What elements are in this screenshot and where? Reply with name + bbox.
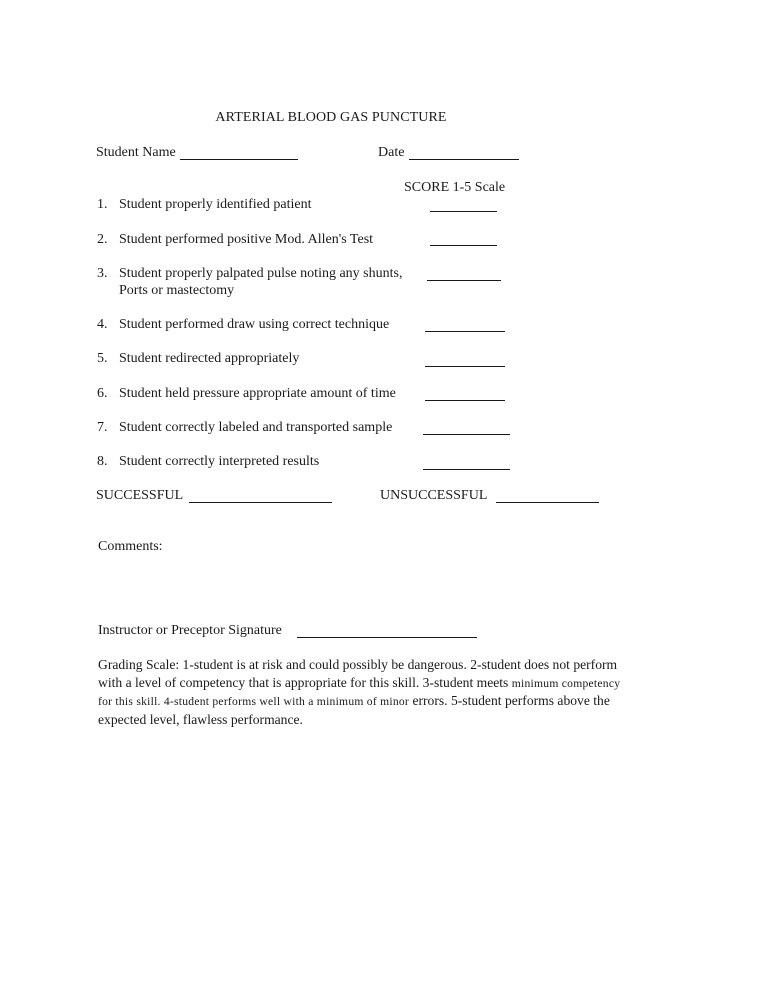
score-field-3[interactable] (427, 280, 501, 281)
score-header: SCORE 1-5 Scale (404, 180, 506, 195)
score-field-4[interactable] (425, 331, 505, 332)
score-field-7[interactable] (423, 434, 510, 435)
score-field-5[interactable] (425, 366, 505, 367)
score-field-8[interactable] (423, 469, 510, 470)
item-text: Student held pressure appropriate amount of time (119, 386, 396, 401)
signature-label: Instructor or Preceptor Signature (98, 623, 282, 638)
item-number: 5. (97, 351, 108, 366)
checklist-item (97, 386, 396, 402)
signature-field[interactable] (297, 637, 477, 638)
date-label: Date (378, 145, 405, 160)
item-text: Student correctly interpreted results (119, 454, 320, 469)
score-field-1[interactable] (430, 211, 497, 212)
score-field-2[interactable] (430, 245, 497, 246)
successful-field[interactable] (189, 502, 332, 503)
grading-scale (98, 656, 628, 728)
page-title: ARTERIAL BLOOD GAS PUNCTURE (215, 110, 447, 125)
successful-label: SUCCESSFUL (96, 488, 184, 503)
grading-text-2: minimum competency for this skill. 4-student performs well with a minimum of minor (98, 676, 621, 708)
score-field-6[interactable] (425, 400, 505, 401)
checklist-item (97, 454, 319, 470)
item-text: Student properly identified patient (119, 197, 312, 212)
grading-text-3: errors. 5-student performs above the expected level, flawless performance. (98, 693, 610, 727)
item-text: Student redirected appropriately (119, 351, 300, 366)
checklist-item (97, 420, 392, 436)
checklist-item (97, 317, 389, 333)
item-number: 8. (97, 454, 108, 469)
item-number: 4. (97, 317, 108, 332)
checklist-item (97, 351, 299, 367)
item-text: Student properly palpated pulse noting any shunts, (119, 266, 403, 281)
item-number: 1. (97, 197, 108, 212)
checklist-item (97, 197, 311, 213)
item-number: 7. (97, 420, 108, 435)
grading-text-1: Grading Scale: 1-student is at risk and could possibly be dangerous. 2-student does not perform with a level of competency that is appropriate for this skill. 3-student meets (98, 657, 618, 690)
student-name-label: Student Name (96, 145, 176, 160)
comments-label: Comments: (98, 539, 163, 554)
unsuccessful-label: UNSUCCESSFUL (380, 488, 488, 503)
item-text-continued: Ports or mastectomy (119, 283, 235, 298)
item-text: Student correctly labeled and transported sample (119, 420, 393, 435)
student-name-field[interactable] (180, 159, 298, 160)
item-number: 6. (97, 386, 108, 401)
checklist-item (97, 266, 402, 282)
item-number: 2. (97, 232, 108, 247)
unsuccessful-field[interactable] (496, 502, 599, 503)
item-text: Student performed draw using correct technique (119, 317, 390, 332)
item-text: Student performed positive Mod. Allen's Test (119, 232, 374, 247)
date-field[interactable] (409, 159, 519, 160)
checklist-item (97, 232, 373, 248)
item-number: 3. (97, 266, 108, 281)
